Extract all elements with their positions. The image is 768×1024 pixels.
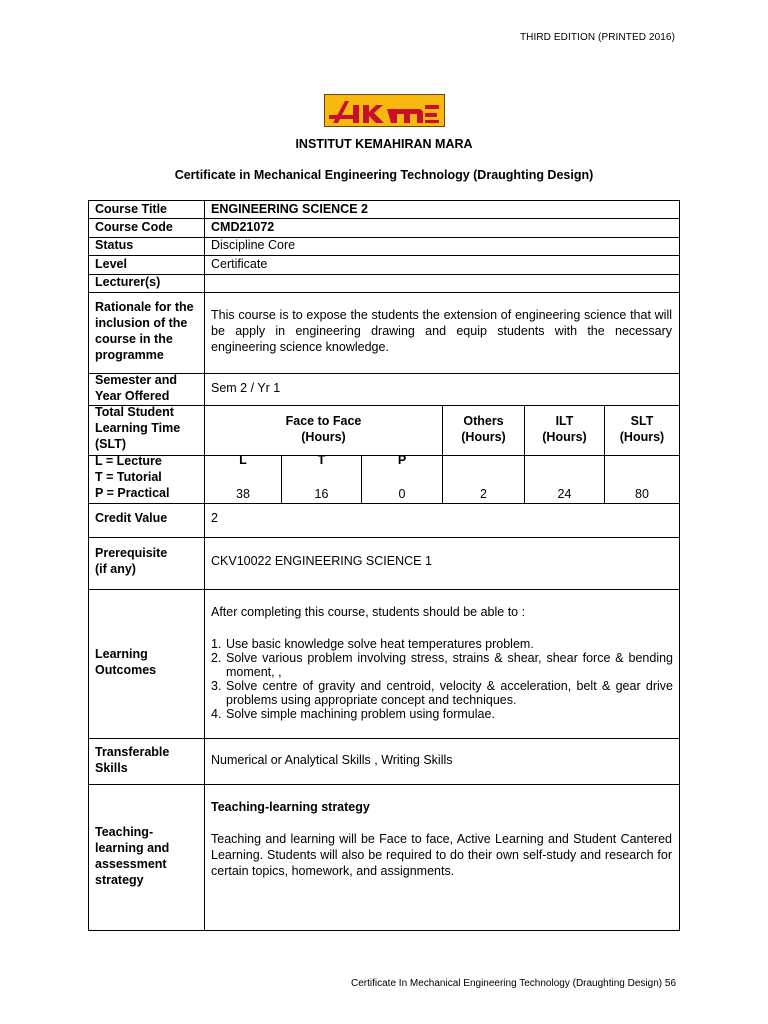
- semester-label-line: Year Offered: [95, 389, 170, 403]
- rationale-label-line: course in the: [95, 332, 173, 346]
- value-p: 0: [398, 487, 406, 501]
- rationale-label-line: programme: [95, 348, 164, 362]
- list-number: 1.: [211, 637, 222, 651]
- course-title-value: ENGINEERING SCIENCE 2: [211, 202, 368, 216]
- list-item: [211, 707, 673, 721]
- course-code-value: CMD21072: [211, 220, 275, 234]
- list-item: [211, 651, 673, 679]
- semester-label-line: Semester and: [95, 373, 177, 387]
- teaching-label-line: learning and: [95, 841, 170, 855]
- value-ilt: 24: [557, 487, 572, 501]
- page-footer: Certificate In Mechanical Engineering Technology (Draughting Design) 56: [351, 978, 676, 989]
- course-title-label: Course Title: [95, 202, 168, 216]
- list-number: 4.: [211, 707, 222, 721]
- list-text: Solve simple machining problem using formulae.: [226, 707, 495, 721]
- list-text: Solve various problem involving stress, strains & shear, shear force & bending moment, ,: [226, 651, 673, 679]
- slt-label-line: Learning Time: [95, 421, 181, 435]
- semester-value: Sem 2 / Yr 1: [211, 381, 281, 395]
- status-label: Status: [95, 238, 134, 252]
- status-value: Discipline Core: [211, 238, 296, 252]
- legend-line: L = Lecture: [95, 454, 162, 468]
- transferable-value: Numerical or Analytical Skills , Writing Skills: [211, 753, 453, 767]
- value-t: 16: [314, 487, 329, 501]
- ilt-unit: (Hours): [542, 430, 587, 444]
- others-unit: (Hours): [461, 430, 506, 444]
- teaching-label-line: Teaching-: [95, 825, 154, 839]
- list-item: [211, 637, 673, 651]
- rationale-label-line: inclusion of the: [95, 316, 188, 330]
- list-number: 3.: [211, 679, 222, 693]
- legend-line: T = Tutorial: [95, 470, 162, 484]
- list-item: [211, 679, 673, 707]
- transferable-label-line: Transferable: [95, 745, 170, 759]
- level-value: Certificate: [211, 257, 268, 271]
- sub-header-l: L: [239, 453, 247, 467]
- list-number: 2.: [211, 651, 222, 665]
- teaching-label-line: assessment: [95, 857, 167, 871]
- programme-title: Certificate in Mechanical Engineering Technology (Draughting Design): [174, 168, 594, 182]
- sub-header-p: P: [397, 453, 407, 467]
- value-slt: 80: [635, 487, 649, 501]
- level-label: Level: [95, 257, 127, 271]
- teaching-heading: Teaching-learning strategy: [211, 800, 370, 814]
- edition-label: THIRD EDITION (PRINTED 2016): [519, 32, 675, 43]
- prerequisite-label-line: (if any): [95, 562, 136, 576]
- ilt-header: ILT: [555, 414, 574, 428]
- others-header: Others: [463, 414, 504, 428]
- institute-name: INSTITUT KEMAHIRAN MARA: [295, 137, 473, 151]
- value-l: 38: [236, 487, 250, 501]
- logo-text: [325, 95, 444, 126]
- slt-header: SLT: [630, 414, 654, 428]
- list-text: Solve centre of gravity and centroid, velocity & acceleration, belt & gear drive problems using appropriate concept and techniques.: [226, 679, 673, 707]
- ikm-logo: [324, 94, 445, 127]
- lecturers-label: Lecturer(s): [95, 275, 161, 289]
- face-to-face-header: Face to Face: [285, 414, 362, 428]
- prerequisite-label-line: Prerequisite: [95, 546, 168, 560]
- teaching-label-line: strategy: [95, 873, 144, 887]
- rationale-value: This course is to expose the students the extension of engineering science that will be apply in engineering drawing and equip students with the necessary engineering science knowledge.: [211, 308, 672, 354]
- course-code-label: Course Code: [95, 220, 173, 234]
- slt-label-line: Total Student: [95, 405, 174, 419]
- teaching-value: Teaching and learning will be Face to face, Active Learning and Student Cantered Learning. Students will also be required to do their own self-study and research for certain topics, homework, and assignments.: [211, 832, 672, 878]
- transferable-label-line: Skills: [95, 761, 128, 775]
- rationale-label-line: Rationale for the: [95, 300, 194, 314]
- face-to-face-unit: (Hours): [301, 430, 346, 444]
- credit-value: 2: [211, 511, 218, 525]
- learning-outcomes-label-line: Outcomes: [95, 663, 157, 677]
- sub-header-t: T: [317, 453, 326, 467]
- learning-outcomes-label-line: Learning: [95, 647, 148, 661]
- prerequisite-value: CKV10022 ENGINEERING SCIENCE 1: [211, 554, 432, 568]
- slt-unit: (Hours): [619, 430, 665, 444]
- value-others: 2: [480, 487, 487, 501]
- learning-outcomes-intro: After completing this course, students should be able to :: [211, 605, 526, 619]
- learning-outcomes-list: [211, 637, 673, 721]
- slt-label-line: (SLT): [95, 437, 127, 451]
- credit-label: Credit Value: [95, 511, 168, 525]
- course-table: [88, 200, 680, 931]
- legend-line: P = Practical: [95, 486, 170, 500]
- list-text: Use basic knowledge solve heat temperatures problem.: [226, 637, 534, 651]
